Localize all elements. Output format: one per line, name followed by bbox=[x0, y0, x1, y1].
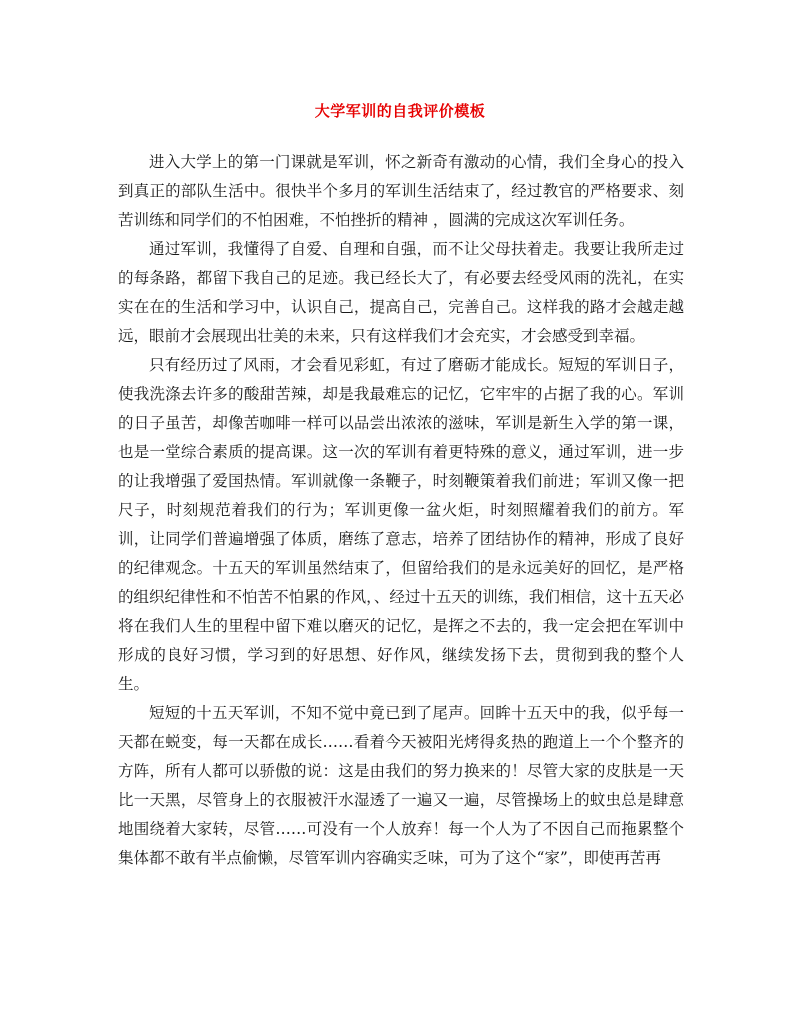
paragraph-4: 短短的十五天军训，不知不觉中竟已到了尾声。回眸十五天中的我，似乎每一天都在蜕变，每一天都在成长……看着今天被阳光烤得炙热的跑道上一个个整齐的方阵，所有人都可以骄傲的说：这是由我们的努力换来的！尽管大家的皮肤是一天比一天黑，尽管身上的衣服被汗水湿透了一遍又一遍，尽管操场上的蚊虫总是肆意地围绕着大家转，尽管……可没有一个人放弃！每一个人为了不因自己而拖累整个集体都不敢有半点偷懒，尽管军训内容确实乏味，可为了这个“家”，即使再苦再 bbox=[118, 704, 684, 867]
paragraph-1: 进入大学上的第一门课就是军训，怀之新奇有激动的心情，我们全身心的投入到真正的部队生活中。很快半个多月的军训生活结束了，经过教官的严格要求、刻苦训练和同学们的不怕困难，不怕挫折的精神 ，圆满的完成这次军训任务。 bbox=[118, 153, 684, 229]
paragraph-2: 通过军训，我懂得了自爱、自理和自强，而不让父母扶着走。我要让我所走过的每条路，都留下我自己的足迹。我已经长大了，有必要去经受风雨的洗礼，在实实在在的生活和学习中，认识自己，提高自己，完善自己。这样我的路才会越走越远，眼前才会展现出壮美的未来，只有这样我们才会充实，才会感受到幸福。 bbox=[118, 240, 684, 345]
document-title: 大学军训的自我评价模板 bbox=[314, 102, 486, 120]
paragraph-3: 只有经历过了风雨，才会看见彩虹，有过了磨砺才能成长。短短的军训日子，使我洗涤去许多的酸甜苦辣，却是我最难忘的记忆，它牢牢的占据了我的心。军训的日子虽苦，却像苦咖啡一样可以品尝出浓浓的滋味，军训是新生入学的第一课，也是一堂综合素质的提高课。这一次的军训有着更特殊的意义，通过军训，进一步的让我增强了爱国热情。军训就像一条鞭子，时刻鞭策着我们前进；军训又像一把尺子，时刻规范着我们的行为；军训更像一盆火炬，时刻照耀着我们的前方。军训，让同学们普遍增强了体质，磨练了意志，培养了团结协作的精神，形成了良好的纪律观念。十五天的军训虽然结束了，但留给我们的是永远美好的回忆，是严格的组织纪律性和不怕苦不怕累的作风，、经过十五天的训练，我们相信，这十五天必将在我们人生的里程中留下难以磨灭的记忆，是挥之不去的，我一定会把在军训中形成的良好习惯，学习到的好思想、好作风，继续发扬下去，贯彻到我的整个人生。 bbox=[118, 356, 684, 693]
document-body bbox=[118, 148, 684, 873]
